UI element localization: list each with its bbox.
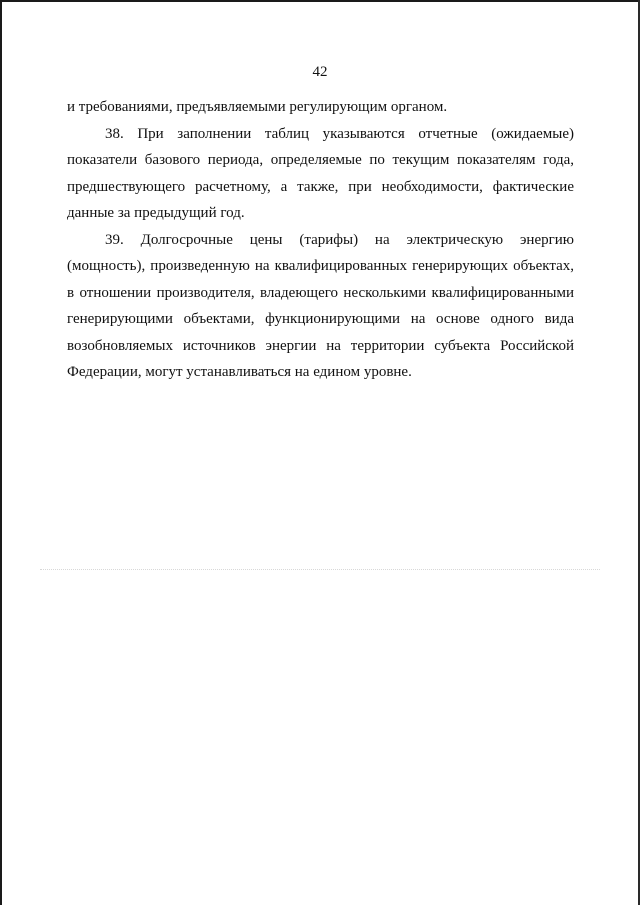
scan-artifact-line	[40, 569, 600, 570]
page-number: 42	[312, 64, 328, 80]
body-text	[67, 94, 574, 386]
scan-edge-top	[0, 0, 640, 2]
paragraph-continuation: и требованиями, предъявляемыми регулирующим органом.	[67, 99, 448, 115]
paragraph-item-38: 38. При заполнении таблиц указываются отчетные (ожидаемые) показатели базового периода, определяемые по текущим показателям года, предшествующего расчетному, а также, при необходимости, фактические данные за предыдущий год.	[67, 125, 574, 221]
scan-edge-left	[0, 0, 2, 905]
paragraph-item-39: 39. Долгосрочные цены (тарифы) на электрическую энергию (мощность), произведенную на квалифицированных генерирующих объектах, в отношении производителя, владеющего несколькими квалифицированными генерирующими объектами, функционирующими на основе одного вида возобновляемых источников энергии на территории субъекта Российской Федерации, могут устанавливаться на едином уровне.	[67, 231, 574, 380]
